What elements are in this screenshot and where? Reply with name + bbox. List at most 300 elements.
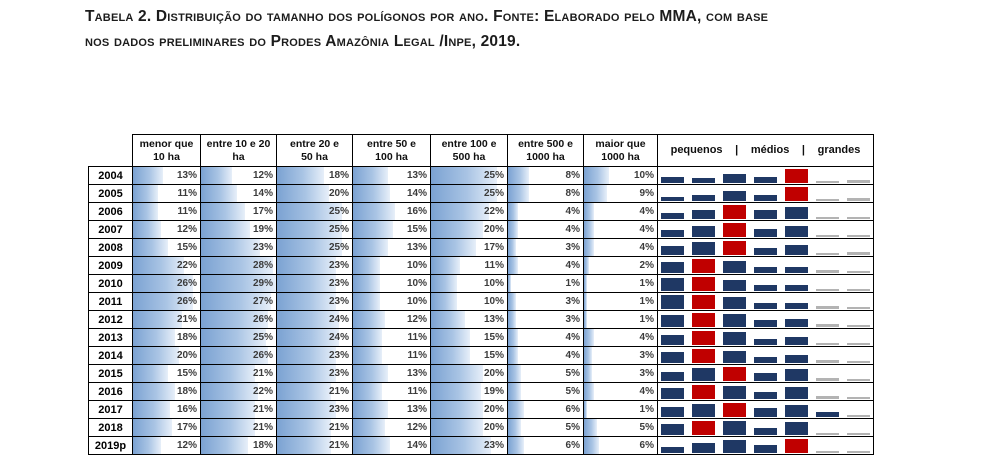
sparkline-bar-6 <box>816 306 839 309</box>
sparkline-chart <box>658 401 873 418</box>
percent-label: 25% <box>328 224 349 235</box>
percent-label: 22% <box>176 260 197 271</box>
value-cell-col5 <box>431 401 508 419</box>
databar <box>508 203 518 220</box>
databar <box>277 185 329 202</box>
databar <box>133 221 161 238</box>
databar <box>133 203 158 220</box>
sparkline-bar-7 <box>847 343 870 345</box>
sparkline-bar-1 <box>661 447 684 453</box>
sparkline-bar-3 <box>723 403 746 417</box>
value-cell-col6 <box>508 419 584 437</box>
databar <box>133 239 168 256</box>
databar <box>584 401 587 418</box>
sparkline-cell <box>658 329 874 347</box>
value-cell-col4 <box>353 203 431 221</box>
databar <box>353 419 385 436</box>
value-cell-col7 <box>584 437 658 455</box>
percent-label: 3% <box>639 368 654 379</box>
sparkline-bar-6 <box>816 270 839 273</box>
value-cell-col2 <box>201 203 277 221</box>
value-cell-col2 <box>201 167 277 185</box>
table-row-2006 <box>89 203 874 221</box>
value-cell-col4 <box>353 347 431 365</box>
sparkline-cell <box>658 419 874 437</box>
sparkline-bar-2 <box>692 178 715 183</box>
value-cell-col5 <box>431 185 508 203</box>
sparkline-bar-2 <box>692 368 715 381</box>
sparkline-bar-1 <box>661 372 684 381</box>
sparkline-bar-7 <box>847 307 870 309</box>
sparkline-bar-7 <box>847 180 870 183</box>
value-cell-col3 <box>277 347 353 365</box>
value-cell-col4 <box>353 437 431 455</box>
sparkline-cell <box>658 203 874 221</box>
value-cell-col4 <box>353 257 431 275</box>
value-cell-col2 <box>201 239 277 257</box>
sparkline-bar-5 <box>785 226 808 237</box>
percent-label: 25% <box>328 206 349 217</box>
databar <box>508 293 516 310</box>
year-cell: 2005 <box>89 185 133 203</box>
sparkline-chart <box>658 293 873 310</box>
percent-label: 13% <box>406 368 427 379</box>
value-cell-col2 <box>201 419 277 437</box>
value-cell-col3 <box>277 239 353 257</box>
percent-label: 26% <box>252 314 273 325</box>
sparkline-bar-1 <box>661 295 684 309</box>
sparkline-chart <box>658 167 873 184</box>
databar <box>201 167 232 184</box>
value-cell-col4 <box>353 275 431 293</box>
percent-label: 9% <box>639 188 654 199</box>
databar <box>508 437 524 454</box>
percent-label: 12% <box>406 314 427 325</box>
percent-label: 15% <box>176 368 197 379</box>
sparkline-bar-1 <box>661 388 684 399</box>
percent-label: 14% <box>406 188 427 199</box>
value-cell-col1 <box>133 293 201 311</box>
value-cell-col3 <box>277 365 353 383</box>
year-cell: 2010 <box>89 275 133 293</box>
percent-label: 13% <box>406 170 427 181</box>
percent-label: 14% <box>406 440 427 451</box>
sparkline-bar-1 <box>661 177 684 183</box>
percent-label: 4% <box>565 224 580 235</box>
value-cell-col3 <box>277 329 353 347</box>
value-cell-col3 <box>277 293 353 311</box>
table-row-2004 <box>89 167 874 185</box>
value-cell-col5 <box>431 203 508 221</box>
sparkline-cell <box>658 365 874 383</box>
percent-label: 20% <box>483 224 504 235</box>
databar <box>431 257 460 274</box>
databar <box>133 365 168 382</box>
sparkline-bar-2 <box>692 404 715 417</box>
sparkline-chart <box>658 203 873 220</box>
value-cell-col5 <box>431 347 508 365</box>
databar <box>584 419 597 436</box>
sparkline-chart <box>658 221 873 238</box>
sparkline-bar-3 <box>723 367 746 381</box>
year-cell: 2017 <box>89 401 133 419</box>
sparkline-bar-5 <box>785 267 808 273</box>
percent-label: 17% <box>483 242 504 253</box>
sparkline-bar-6 <box>816 378 839 381</box>
databar <box>353 239 388 256</box>
databar <box>353 311 385 328</box>
corner-cell <box>89 135 133 167</box>
sparkline-bar-1 <box>661 278 684 291</box>
value-cell-col6 <box>508 167 584 185</box>
databar <box>431 383 481 400</box>
value-cell-col3 <box>277 203 353 221</box>
sparkline-bar-5 <box>785 355 808 363</box>
sparkline-bar-1 <box>661 407 684 417</box>
percent-label: 26% <box>252 350 273 361</box>
value-cell-col4 <box>353 419 431 437</box>
sparkline-bar-4 <box>754 357 777 363</box>
sparkline-chart <box>658 257 873 274</box>
databar <box>353 401 388 418</box>
databar <box>431 239 476 256</box>
percent-label: 20% <box>328 188 349 199</box>
sparkline-bar-5 <box>785 303 808 309</box>
percent-label: 12% <box>252 170 273 181</box>
sparkline-bar-4 <box>754 229 777 237</box>
databar <box>277 419 331 436</box>
column-header-line-2: 10 ha <box>153 150 180 163</box>
sparkline-chart <box>658 347 873 364</box>
table-row-2009 <box>89 257 874 275</box>
sparkline-bar-3 <box>723 314 746 327</box>
databar <box>277 257 336 274</box>
databar <box>431 311 465 328</box>
value-cell-col1 <box>133 167 201 185</box>
column-header-line-1: entre 10 e 20 <box>206 137 271 150</box>
databar <box>584 383 594 400</box>
databar <box>584 329 594 346</box>
percent-label: 24% <box>328 314 349 325</box>
percent-label: 4% <box>639 206 654 217</box>
value-cell-col4 <box>353 185 431 203</box>
sparkline-bar-4 <box>754 267 777 273</box>
table-row-2017 <box>89 401 874 419</box>
value-cell-col3 <box>277 167 353 185</box>
value-cell-col4 <box>353 293 431 311</box>
sparkline-bar-5 <box>785 285 808 291</box>
databar <box>431 347 470 364</box>
databar <box>353 221 393 238</box>
value-cell-col2 <box>201 221 277 239</box>
column-header-7 <box>584 135 658 167</box>
percent-label: 4% <box>565 350 580 361</box>
databar <box>508 383 521 400</box>
sparkline-bar-6 <box>816 396 839 399</box>
value-cell-col2 <box>201 347 277 365</box>
sparkline-chart <box>658 275 873 292</box>
percent-label: 13% <box>406 404 427 415</box>
value-cell-col1 <box>133 239 201 257</box>
databar <box>133 419 172 436</box>
percent-label: 21% <box>252 368 273 379</box>
percent-label: 2% <box>639 260 654 271</box>
value-cell-col5 <box>431 365 508 383</box>
percent-label: 10% <box>483 278 504 289</box>
sparkline-bar-3 <box>723 223 746 237</box>
percent-label: 18% <box>252 440 273 451</box>
percent-label: 20% <box>483 368 504 379</box>
percent-label: 17% <box>252 206 273 217</box>
percent-label: 5% <box>565 368 580 379</box>
percent-label: 23% <box>483 440 504 451</box>
sparkline-bar-2 <box>692 421 715 435</box>
percent-label: 20% <box>176 350 197 361</box>
sparkline-bar-5 <box>785 422 808 435</box>
percent-label: 22% <box>252 386 273 397</box>
databar <box>584 185 607 202</box>
databar <box>584 167 609 184</box>
percent-label: 10% <box>483 296 504 307</box>
value-cell-col2 <box>201 275 277 293</box>
sparkline-bar-5 <box>785 387 808 399</box>
sparkline-bar-4 <box>754 373 777 381</box>
sparkline-bar-2 <box>692 313 715 327</box>
sparkline-bar-5 <box>785 405 808 417</box>
sparkline-bar-6 <box>816 324 839 327</box>
percent-label: 17% <box>176 422 197 433</box>
percent-label: 25% <box>483 170 504 181</box>
percent-label: 20% <box>483 404 504 415</box>
legend-label-médios: médios <box>750 144 790 156</box>
databar <box>431 401 483 418</box>
percent-label: 12% <box>176 440 197 451</box>
column-header-2 <box>201 135 277 167</box>
sparkline-bar-7 <box>847 451 870 453</box>
column-header-line-1: menor que <box>139 137 194 150</box>
sparkline-cell <box>658 167 874 185</box>
databar <box>508 311 516 328</box>
percent-label: 3% <box>639 350 654 361</box>
legend-label-grandes: grandes <box>817 144 861 156</box>
sparkline-cell <box>658 383 874 401</box>
percent-label: 21% <box>252 404 273 415</box>
sparkline-bar-4 <box>754 303 777 309</box>
value-cell-col5 <box>431 257 508 275</box>
sparkline-bar-4 <box>754 392 777 399</box>
percent-label: 1% <box>639 278 654 289</box>
databar <box>584 257 589 274</box>
sparkline-bar-3 <box>723 241 746 255</box>
percent-label: 11% <box>407 350 427 361</box>
percent-label: 5% <box>639 422 654 433</box>
percent-label: 3% <box>565 314 580 325</box>
sparkline-cell <box>658 347 874 365</box>
databar <box>133 167 163 184</box>
percent-label: 15% <box>483 332 504 343</box>
value-cell-col6 <box>508 257 584 275</box>
databar <box>431 203 489 220</box>
value-cell-col7 <box>584 221 658 239</box>
table-row-2013 <box>89 329 874 347</box>
sparkline-bar-4 <box>754 408 777 417</box>
databar <box>201 401 255 418</box>
percent-label: 14% <box>252 188 273 199</box>
percent-label: 11% <box>407 386 427 397</box>
value-cell-col4 <box>353 401 431 419</box>
sparkline-bar-6 <box>816 253 839 255</box>
column-header-line-2: 50 ha <box>301 150 328 163</box>
value-cell-col3 <box>277 311 353 329</box>
databar <box>584 365 592 382</box>
sparkline-bar-7 <box>847 235 870 237</box>
percent-label: 15% <box>406 224 427 235</box>
percent-label: 6% <box>565 440 580 451</box>
value-cell-col3 <box>277 185 353 203</box>
sparkline-bar-6 <box>816 412 839 417</box>
percent-label: 23% <box>328 296 349 307</box>
percent-label: 1% <box>639 404 654 415</box>
databar <box>431 221 483 238</box>
percent-label: 8% <box>565 170 580 181</box>
column-header-3 <box>277 135 353 167</box>
value-cell-col4 <box>353 365 431 383</box>
sparkline-bar-6 <box>816 360 839 363</box>
databar <box>201 437 248 454</box>
sparkline-bar-1 <box>661 213 684 219</box>
column-header-line-1: entre 20 e <box>289 137 340 150</box>
sparkline-bar-4 <box>754 285 777 291</box>
databar <box>277 275 336 292</box>
value-cell-col4 <box>353 239 431 257</box>
databar <box>353 329 382 346</box>
databar <box>508 275 511 292</box>
percent-label: 4% <box>565 206 580 217</box>
value-cell-col5 <box>431 437 508 455</box>
percent-label: 21% <box>328 386 349 397</box>
table-row-2008 <box>89 239 874 257</box>
value-cell-col2 <box>201 185 277 203</box>
sparkline-bar-3 <box>723 386 746 399</box>
databar <box>353 293 380 310</box>
databar <box>431 419 483 436</box>
value-cell-col5 <box>431 167 508 185</box>
value-cell-col6 <box>508 311 584 329</box>
sparkline-cell <box>658 293 874 311</box>
column-header-line-1: entre 500 e <box>518 137 573 150</box>
value-cell-col4 <box>353 311 431 329</box>
value-cell-col3 <box>277 275 353 293</box>
value-cell-col7 <box>584 419 658 437</box>
databar <box>133 185 158 202</box>
databar <box>277 347 336 364</box>
column-header-line-2: 100 ha <box>375 150 408 163</box>
percent-label: 23% <box>328 404 349 415</box>
value-cell-col3 <box>277 437 353 455</box>
value-cell-col4 <box>353 383 431 401</box>
sparkline-bar-3 <box>723 261 746 273</box>
percent-label: 4% <box>639 386 654 397</box>
percent-label: 21% <box>328 422 349 433</box>
sparkline-bar-6 <box>816 451 839 453</box>
sparkline-bar-4 <box>754 248 777 255</box>
header-row <box>89 135 874 167</box>
percent-label: 13% <box>176 170 197 181</box>
value-cell-col5 <box>431 221 508 239</box>
year-cell: 2011 <box>89 293 133 311</box>
sparkline-bar-1 <box>661 262 684 273</box>
year-cell: 2007 <box>89 221 133 239</box>
percent-label: 4% <box>565 260 580 271</box>
sparkline-bar-2 <box>692 349 715 363</box>
sparkline-legend <box>658 144 873 157</box>
sparkline-bar-2 <box>692 226 715 237</box>
sparkline-bar-2 <box>692 195 715 201</box>
databar <box>508 239 516 256</box>
value-cell-col5 <box>431 293 508 311</box>
percent-label: 26% <box>176 296 197 307</box>
percent-label: 8% <box>565 188 580 199</box>
sparkline-chart <box>658 311 873 328</box>
sparkline-bar-7 <box>847 217 870 219</box>
percent-label: 21% <box>252 422 273 433</box>
databar <box>277 401 336 418</box>
table-row-2015 <box>89 365 874 383</box>
sparkline-cell <box>658 257 874 275</box>
value-cell-col1 <box>133 221 201 239</box>
value-cell-col6 <box>508 185 584 203</box>
value-cell-col7 <box>584 383 658 401</box>
value-cell-col7 <box>584 329 658 347</box>
table-row-2018 <box>89 419 874 437</box>
table-row-2012 <box>89 311 874 329</box>
databar <box>508 167 529 184</box>
databar <box>277 167 324 184</box>
percent-label: 12% <box>176 224 197 235</box>
sparkline-bar-3 <box>723 332 746 345</box>
column-header-4 <box>353 135 431 167</box>
sparkline-bar-3 <box>723 351 746 363</box>
sparkline-bar-5 <box>785 319 808 327</box>
legend-separator: | <box>801 144 805 156</box>
sparkline-bar-2 <box>692 295 715 309</box>
column-header-line-2: 500 ha <box>452 150 486 163</box>
value-cell-col7 <box>584 275 658 293</box>
sparkline-bar-5 <box>785 337 808 345</box>
year-cell: 2014 <box>89 347 133 365</box>
sparkline-bar-2 <box>692 210 715 219</box>
percent-label: 3% <box>565 242 580 253</box>
databar <box>584 203 594 220</box>
percent-label: 11% <box>484 260 504 271</box>
sparkline-bar-7 <box>847 271 870 273</box>
databar <box>353 185 390 202</box>
sparkline-chart <box>658 365 873 382</box>
year-cell: 2016 <box>89 383 133 401</box>
sparkline-bar-1 <box>661 315 684 327</box>
value-cell-col3 <box>277 401 353 419</box>
value-cell-col6 <box>508 221 584 239</box>
databar <box>508 419 521 436</box>
year-cell: 2008 <box>89 239 133 257</box>
table-caption-line-2: nos dados preliminares do Prodes Amazônia Legal /Inpe, 2019. <box>85 33 521 50</box>
year-cell: 2009 <box>89 257 133 275</box>
percent-label: 6% <box>565 404 580 415</box>
databar <box>584 293 587 310</box>
sparkline-bar-3 <box>723 440 746 453</box>
value-cell-col2 <box>201 257 277 275</box>
sparkline-bar-4 <box>754 320 777 327</box>
